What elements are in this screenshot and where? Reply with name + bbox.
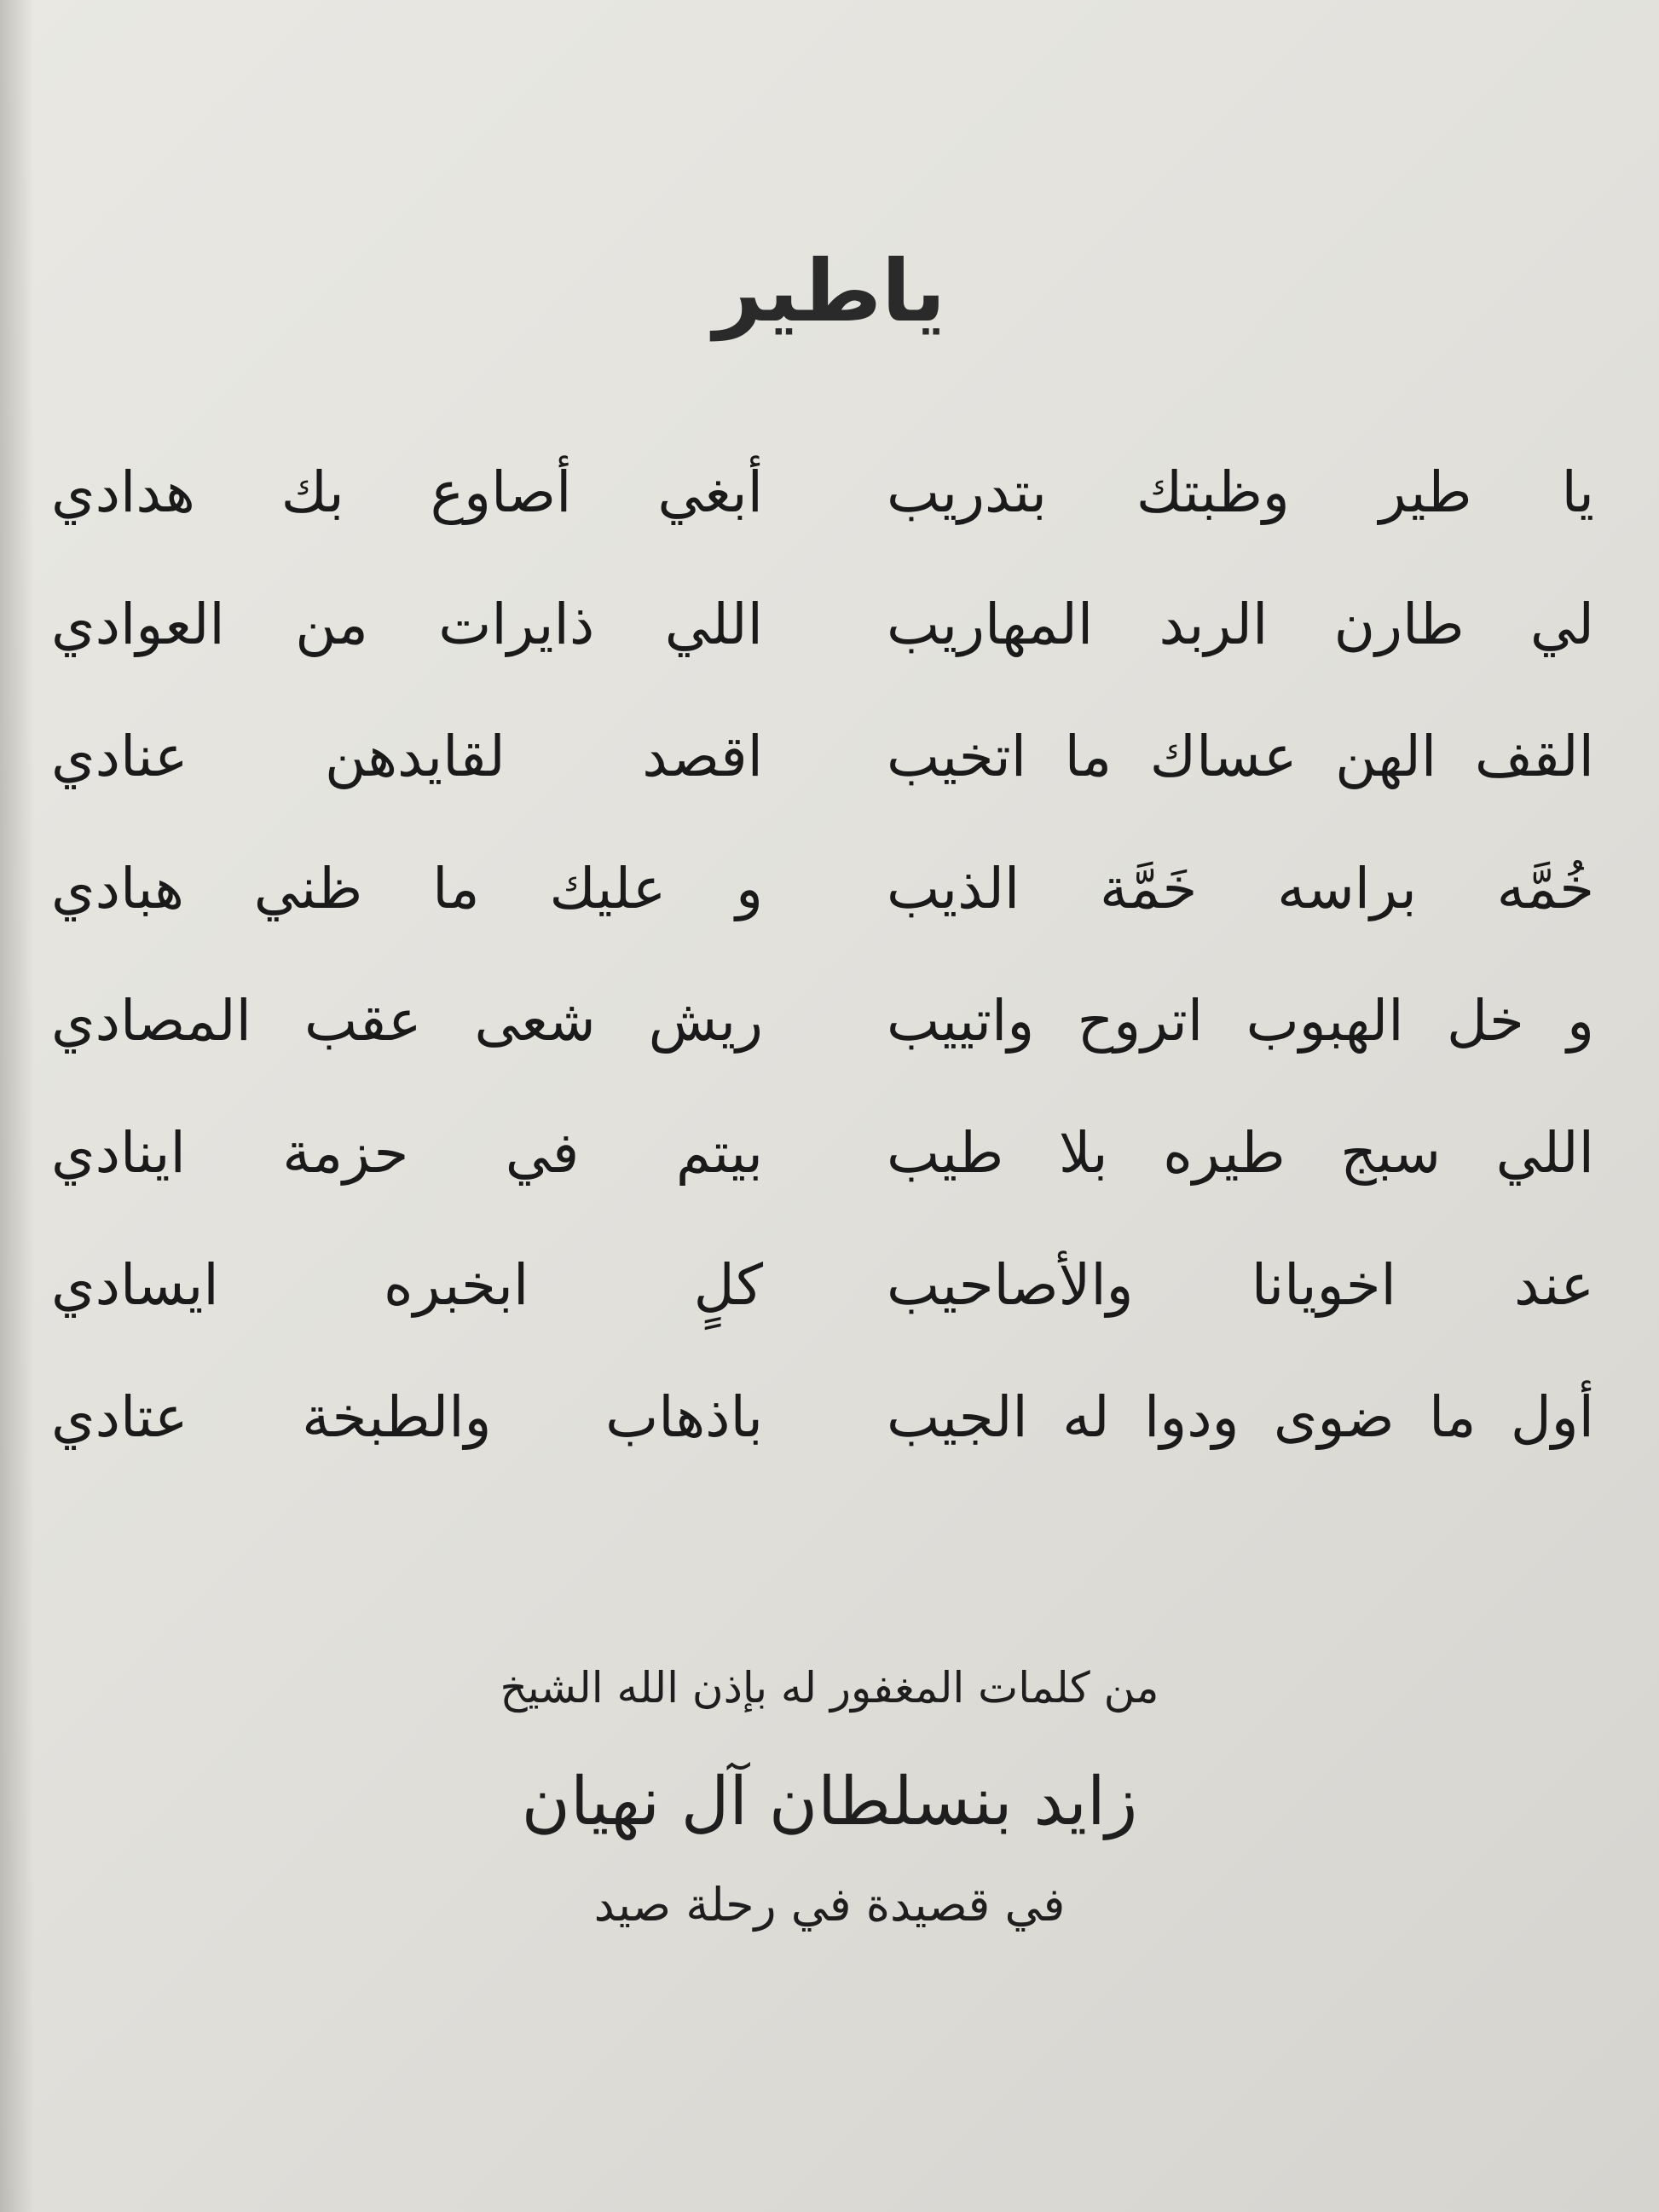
- verse-row: [51, 1087, 1594, 1219]
- poem-credits: [0, 1663, 1659, 1932]
- verse-first-hemistich: القف الهن عساك ما اتخيب: [887, 723, 1594, 789]
- verse-first-hemistich: أول ما ضوى ودوا له الجيب: [887, 1383, 1594, 1450]
- verse-second-hemistich: اقصد لقايدهن عنادي: [51, 723, 763, 789]
- verse-second-hemistich: كلٍ ابخبره ايسادي: [51, 1251, 763, 1318]
- poem-title: ياطير: [713, 241, 946, 341]
- verse-row: [51, 690, 1594, 823]
- verse-first-hemistich: اللي سبج طيره بلا طيب: [887, 1119, 1594, 1186]
- verse-second-hemistich: و عليك ما ظني هبادي: [51, 855, 763, 921]
- verse-second-hemistich: بيتم في حزمة اينادي: [51, 1119, 763, 1186]
- verse-row: [51, 558, 1594, 690]
- poem-verses: [51, 426, 1594, 1483]
- verse-second-hemistich: أبغي أصاوع بك هدادي: [51, 459, 763, 525]
- verse-second-hemistich: باذهاب والطبخة عتادي: [51, 1383, 763, 1450]
- verse-first-hemistich: لي طارن الربد المهاريب: [887, 591, 1594, 657]
- author-name: زايد بنسلطان آل نهيان: [521, 1764, 1138, 1840]
- verse-first-hemistich: و خل الهبوب اتروح واتييب: [887, 987, 1594, 1054]
- verse-row: [51, 426, 1594, 558]
- verse-first-hemistich: يا طير وظبتك بتدريب: [887, 459, 1594, 525]
- verse-row: [51, 955, 1594, 1087]
- credit-note: في قصيدة في رحلة صيد: [593, 1878, 1066, 1932]
- verse-row: [51, 1219, 1594, 1351]
- verse-first-hemistich: عند اخويانا والأصاحيب: [887, 1251, 1594, 1318]
- verse-first-hemistich: خُمَّه براسه خَمَّة الذيب: [887, 855, 1594, 921]
- credit-intro: من كلمات المغفور له بإذن الله الشيخ: [500, 1663, 1159, 1712]
- verse-second-hemistich: ريش شعى عقب المصادي: [51, 987, 763, 1054]
- verse-row: [51, 823, 1594, 955]
- verse-row: [51, 1351, 1594, 1483]
- verse-second-hemistich: اللي ذايرات من العوادي: [51, 591, 763, 657]
